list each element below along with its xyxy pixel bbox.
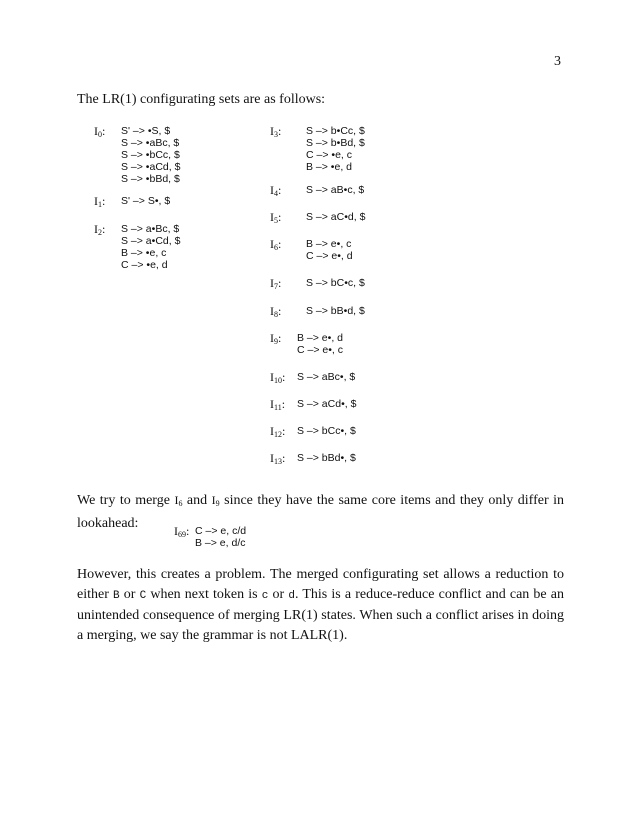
item: C –> e•, d (306, 250, 353, 262)
item: C –> •e, c (306, 149, 352, 161)
state-label-i10: $I_{10}$: (270, 370, 286, 385)
page-number: 3 (554, 54, 561, 69)
item: S –> bB•d, $ (306, 305, 365, 317)
state-items-i3 (306, 125, 365, 173)
item: S –> bCc•, $ (297, 425, 356, 437)
state-label-i11: $I_{11}$: (270, 397, 286, 412)
state-items-i1 (121, 195, 170, 207)
state-label-i0: $I_0$: (94, 124, 106, 139)
item: S' –> •S, $ (121, 125, 171, 137)
state-label-i3: $I_3$: (270, 124, 282, 139)
item: C –> •e, d (121, 259, 168, 271)
item: S –> •aBc, $ (121, 137, 180, 149)
item: B –> •e, c (121, 247, 167, 259)
merge-paragraph: We try to merge $I_6$ and $I_9$ since they have the same core items and they only differ in lookahead: (77, 493, 565, 531)
state-items-i4 (306, 184, 364, 196)
item: S –> •bBd, $ (121, 173, 180, 185)
state-label-i69: $I_{69}$: (174, 524, 190, 539)
state-items-i11 (297, 398, 356, 410)
item: S –> aBc•, $ (297, 371, 356, 383)
item: S –> aB•c, $ (306, 184, 365, 196)
item: S –> b•Bd, $ (306, 137, 365, 149)
state-label-i9: $I_9$: (270, 331, 282, 346)
intro-text: The LR(1) configurating sets are as follows: (77, 92, 326, 107)
item: C –> e•, c (297, 344, 343, 356)
item: B –> e•, d (297, 332, 343, 344)
state-items-i9 (297, 332, 343, 356)
item: B –> e, d/c (195, 537, 246, 549)
state-items-i7 (306, 277, 365, 289)
state-items-i10 (297, 371, 355, 383)
item: S' –> S•, $ (121, 195, 171, 207)
state-label-i13: $I_{13}$: (270, 451, 286, 466)
state-label-i4: $I_4$: (270, 183, 282, 198)
state-label-i8: $I_8$: (270, 304, 282, 319)
item: S –> aC•d, $ (306, 211, 366, 223)
item: S –> a•Cd, $ (121, 235, 181, 247)
state-label-i5: $I_5$: (270, 210, 282, 225)
state-label-i12: $I_{12}$: (270, 424, 286, 439)
state-items-i69 (195, 525, 246, 549)
state-items-i8 (306, 305, 365, 317)
state-label-i1: $I_1$: (94, 194, 106, 209)
item: S –> b•Cc, $ (306, 125, 365, 137)
item: S –> aCd•, $ (297, 398, 357, 410)
item: S –> •bCc, $ (121, 149, 180, 161)
item: B –> •e, d (306, 161, 352, 173)
state-items-i6 (306, 238, 353, 262)
item: S –> bC•c, $ (306, 277, 365, 289)
state-items-i13 (297, 452, 356, 464)
state-items-i12 (297, 425, 356, 437)
item: C –> e, c/d (195, 525, 247, 537)
item: B –> e•, c (306, 238, 352, 250)
state-items-i5 (306, 211, 365, 223)
item: S –> bBd•, $ (297, 452, 356, 464)
state-label-i6: $I_6$: (270, 237, 282, 252)
item: S –> a•Bc, $ (121, 223, 180, 235)
conclusion-paragraph: However, this creates a problem. The merged configurating set allows a reduction to either B or C when next token is c or d. This is a reduce-reduce conflict and can be an unintended consequence of merging LR(1) states. When such a conflict arises in doing a merging, we say the grammar is not LALR(1). (77, 567, 564, 643)
state-label-i7: $I_7$: (270, 276, 282, 291)
state-label-i2: $I_2$: (94, 222, 106, 237)
state-items-i2 (121, 223, 180, 271)
item: S –> •aCd, $ (121, 161, 181, 173)
state-items-i0 (121, 125, 180, 185)
